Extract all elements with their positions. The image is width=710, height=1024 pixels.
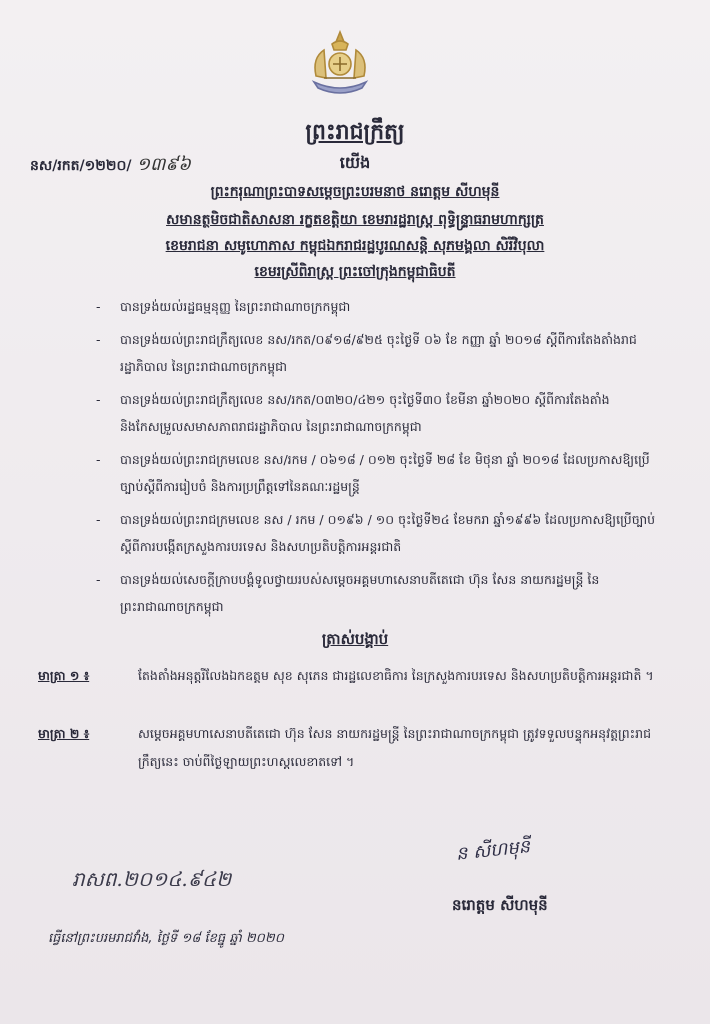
reference-prefix: នស/រកត/១២២០/	[30, 158, 132, 174]
reference-handwritten: ១៣៩៦	[136, 154, 191, 175]
king-title-line: សមានត្ថមិចជាតិសាសនា រក្ខតខត្តិយា ខេមរារដ្ឋរាស្ត្រ ពុទ្ធិន្ទ្រាធរាមហាក្សត្រ	[166, 212, 544, 228]
article-label: មាត្រា ២ ៖	[38, 726, 90, 741]
preamble-item: - បានទ្រង់យល់ព្រះរាជក្រឹត្យលេខ នស/រកត/០៩១៨/៩២៥ ចុះថ្ងៃទី ០៦ ខែ កញ្ញា ឆ្នាំ ២០១៨ ស្តីពីការតែងតាំងរាជរដ្ឋាភិបាល នៃព្រះរាជាណាចក្រកម្ពុជា	[96, 332, 637, 374]
document-title: ព្រះរាជក្រឹត្យ	[305, 119, 405, 145]
preamble-item: - បានទ្រង់យល់ព្រះរាជក្រមលេខ នស / រកម / ០១៩៦ / ១០ ចុះថ្ងៃទី២៤ ខែមករា ឆ្នាំ១៩៩៦ ដែលប្រកាសឱ្យប្រើច្បាប់ស្តីពីការបង្កើតក្រសួងការបរទេស និងសហប្រតិបត្តិការអន្តរជាតិ	[96, 512, 656, 554]
royal-coat-of-arms-icon	[302, 28, 378, 98]
preamble-item: - បានទ្រង់យល់រដ្ឋធម្មនុញ្ញ នៃព្រះរាជាណាចក្រកម្ពុជា	[96, 299, 351, 314]
decree-heading: ត្រាស់បង្គាប់	[321, 630, 389, 648]
article-text: តែងតាំងអនុត្តរីលែងឯកឧត្តម សុខ សុភេន ជារដ្ឋលេខាធិការ នៃក្រសួងការបរទេស និងសហប្រតិបត្តិការអន្តរជាតិ ។	[138, 668, 654, 683]
king-title-line: ព្រះករុណាព្រះបាទសម្តេចព្រះបរមនាថ នរោត្តម សីហមុនី	[210, 184, 500, 200]
handwritten-date: រាសព.២០១៤.៩៤២	[72, 867, 232, 891]
place-and-date: ធ្វើនៅព្រះបរមរាជវាំង, ថ្ងៃទី ១៨ ខែធ្នូ ឆ្នាំ ២០២០	[48, 931, 284, 946]
article-text: សម្តេចអគ្គមហាសេនាបតីតេជោ ហ៊ុន សែន នាយករដ្ឋមន្ត្រី នៃព្រះរាជាណាចក្រកម្ពុជា ត្រូវទទួលបន្ទុកអនុវត្តព្រះរាជក្រឹត្យនេះ ចាប់ពីថ្ងៃឡាយព្រះហស្តលេខាតទៅ ។	[138, 726, 652, 769]
article-1	[38, 662, 658, 690]
signer-name: នរោត្តម សីហមុនី	[452, 896, 548, 914]
we-heading: យើង	[339, 153, 371, 172]
preamble-item: - បានទ្រង់យល់សេចក្តីក្រាបបង្គំទូលថ្វាយរបស់សម្តេចអគ្គមហាសេនាបតីតេជោ ហ៊ុន សែន នាយករដ្ឋមន្ត្រី នៃព្រះរាជាណាចក្រកម្ពុជា	[96, 572, 600, 614]
king-title-line: ខេមរាជនា សមូហោភាស កម្ពុជឯករាជរដ្ឋបូរណសន្តិ សុភមង្គលា សិរីវិបុលា	[165, 238, 545, 254]
king-title-line: ខេមរស្រីពិរាស្ត្រ ព្រះចៅក្រុងកម្ពុជាធិបតី	[254, 264, 456, 280]
preamble-list	[96, 293, 656, 626]
royal-signature: ន សីហមុនី	[455, 836, 532, 865]
preamble-item: - បានទ្រង់យល់ព្រះរាជក្រឹត្យលេខ នស/រកត/០៣២០/៤២១ ចុះថ្ងៃទី៣០ ខែមីនា ឆ្នាំ២០២០ ស្តីពីការតែងតាំង និងកែសម្រួលសមាសភាពរាជរដ្ឋាភិបាល នៃព្រះរាជាណាចក្រកម្ពុជា	[96, 392, 610, 434]
article-label: មាត្រា ១ ៖	[38, 668, 90, 683]
article-2	[38, 720, 658, 776]
preamble-item: - បានទ្រង់យល់ព្រះរាជក្រមលេខ នស/រកម / ០៦១៨ / ០១២ ចុះថ្ងៃទី ២៨ ខែ មិថុនា ឆ្នាំ ២០១៨ ដែលប្រកាសឱ្យប្រើច្បាប់ស្តីពីការរៀបចំ និងការប្រព្រឹត្តទៅនៃគណៈរដ្ឋមន្ត្រី	[96, 452, 650, 494]
